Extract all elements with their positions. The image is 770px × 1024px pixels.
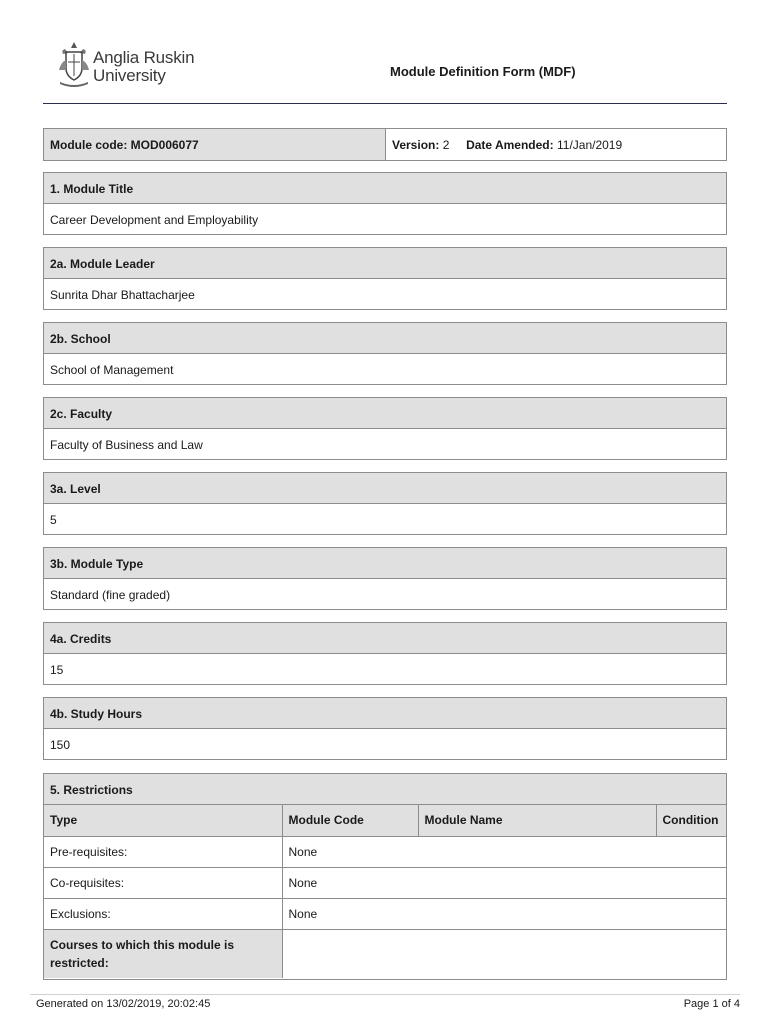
section-heading: 2c. Faculty	[44, 398, 726, 429]
column-header: Module Name	[418, 805, 656, 836]
module-code: Module code: MOD006077	[44, 129, 386, 160]
column-header: Type	[44, 805, 282, 836]
restriction-type: Exclusions:	[44, 898, 282, 929]
section-heading: 2b. School	[44, 323, 726, 354]
table-header-row	[44, 805, 726, 836]
section-heading: 4a. Credits	[44, 623, 726, 654]
section-restrictions	[43, 773, 727, 980]
section-value: Sunrita Dhar Bhattacharjee	[50, 288, 195, 302]
restriction-code: None	[282, 867, 726, 898]
restriction-code: None	[282, 836, 726, 867]
restriction-type: Courses to which this module is restricted:	[44, 929, 282, 978]
logo-text-line1: Anglia Ruskin	[93, 48, 195, 67]
section-value: Standard (fine graded)	[50, 588, 171, 602]
module-code-row	[43, 128, 727, 161]
section-value: School of Management	[50, 363, 174, 377]
generated-timestamp: Generated on 13/02/2019, 20:02:45	[36, 998, 211, 1010]
section-heading: 4b. Study Hours	[44, 698, 726, 729]
section-study-hours	[43, 697, 727, 760]
section-value: 150	[50, 738, 71, 752]
page-number: Page 1 of 4	[683, 998, 740, 1010]
section-value: Faculty of Business and Law	[50, 438, 203, 452]
version-label: Version:	[392, 138, 440, 152]
document-header	[43, 38, 727, 104]
section-module-leader	[43, 247, 727, 310]
table-row	[44, 867, 726, 898]
table-row	[44, 898, 726, 929]
section-value: 5	[50, 513, 57, 527]
logo-text-line2: University	[93, 66, 166, 85]
restriction-code	[282, 929, 726, 978]
column-header: Condition	[656, 805, 726, 836]
restriction-type: Pre-requisites:	[44, 836, 282, 867]
section-heading: 2a. Module Leader	[44, 248, 726, 279]
section-value: Career Development and Employability	[50, 213, 259, 227]
section-school	[43, 322, 727, 385]
section-heading: 1. Module Title	[44, 173, 726, 204]
form-title: Module Definition Form (MDF)	[390, 64, 576, 79]
table-row	[44, 836, 726, 867]
section-credits	[43, 622, 727, 685]
restriction-code: None	[282, 898, 726, 929]
restrictions-table	[44, 805, 726, 978]
table-row	[44, 929, 726, 978]
version-date	[386, 129, 726, 160]
version-value: 2	[442, 138, 450, 152]
university-logo	[57, 40, 227, 90]
crest-icon	[57, 40, 91, 88]
column-header: Module Code	[282, 805, 418, 836]
restriction-type: Co-requisites:	[44, 867, 282, 898]
section-value: 15	[50, 663, 64, 677]
section-heading: 3a. Level	[44, 473, 726, 504]
date-amended-label: Date Amended:	[466, 138, 554, 152]
section-faculty	[43, 397, 727, 460]
section-level	[43, 472, 727, 535]
page-footer	[30, 994, 740, 1010]
section-module-title	[43, 172, 727, 235]
section-heading: 3b. Module Type	[44, 548, 726, 579]
section-heading: 5. Restrictions	[44, 774, 726, 805]
section-module-type	[43, 547, 727, 610]
date-amended-value: 11/Jan/2019	[556, 138, 623, 152]
